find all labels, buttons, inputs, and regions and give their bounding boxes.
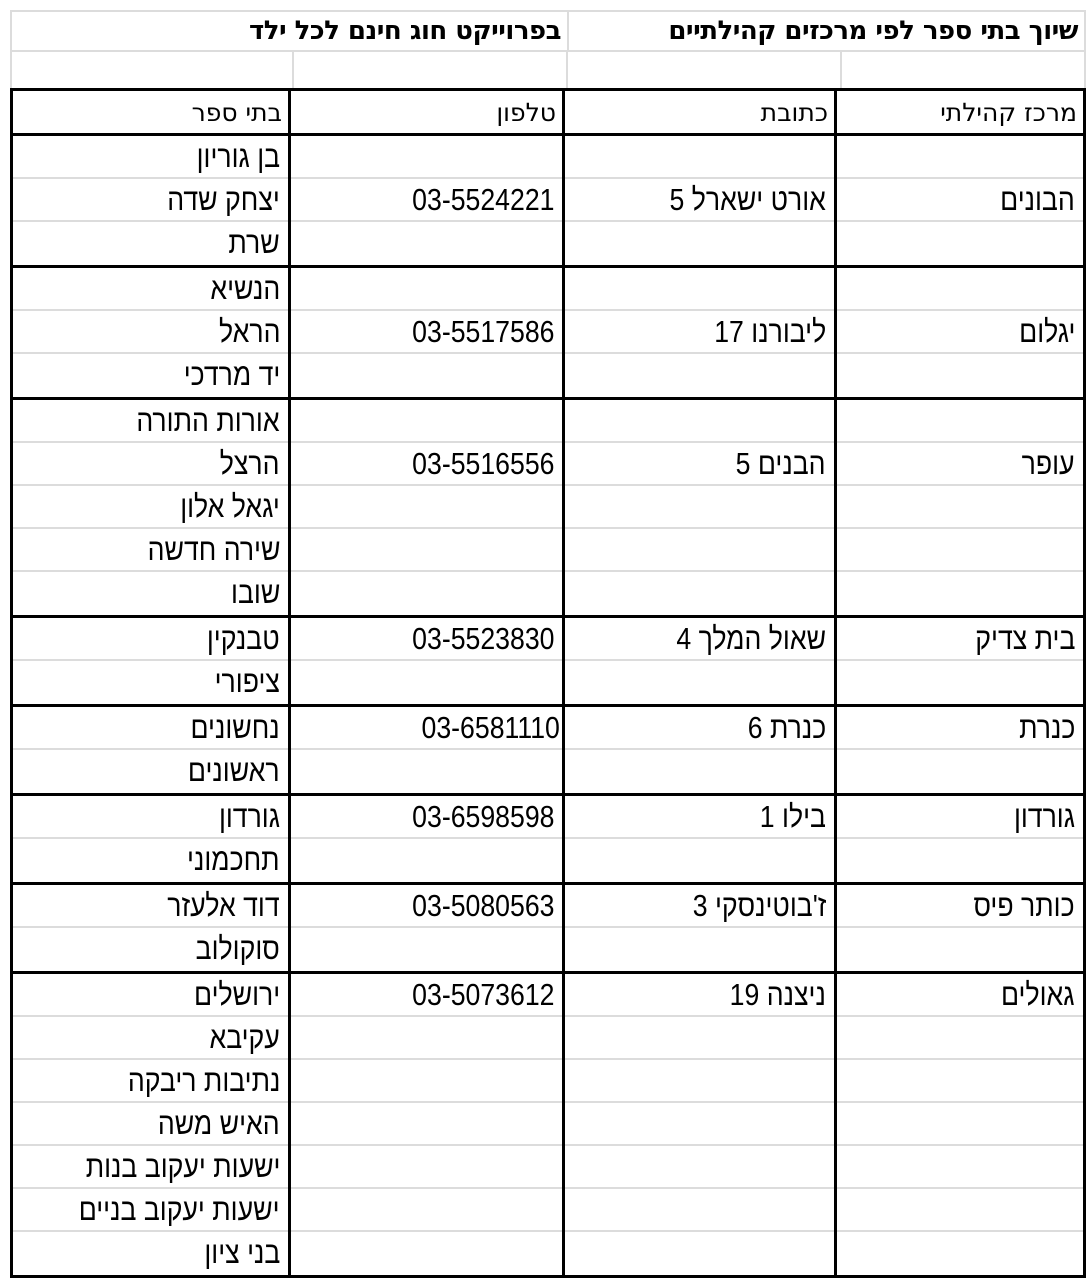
header-label-address: כתובת [760,97,828,127]
school-text: בן גוריון [196,138,280,174]
cell-school[interactable] [13,707,288,750]
column-address [565,268,837,397]
cell-address[interactable] [565,839,834,882]
table-row-group [13,268,1083,400]
cell-address[interactable] [565,974,834,1017]
center-text: כנרת [1018,709,1075,745]
cell-center[interactable] [837,1189,1083,1232]
cell-phone[interactable] [291,796,562,839]
header-row [13,91,1083,136]
cell-school[interactable] [13,311,288,354]
cell-address[interactable] [565,661,834,704]
header-label-center: מרכז קהילתי [940,97,1077,127]
cell-center[interactable] [837,1060,1083,1103]
cell-address[interactable] [565,796,834,839]
school-text: יצחק שדה [167,181,280,217]
cell-phone[interactable] [291,974,562,1017]
cell-school[interactable] [13,1017,288,1060]
cell-center[interactable] [837,222,1083,265]
cell-phone[interactable] [291,885,562,928]
empty-cell[interactable] [566,52,840,88]
column-address [565,618,837,704]
school-text: הנשיא [210,270,280,306]
cell-phone[interactable] [291,1232,562,1275]
cell-phone[interactable] [291,529,562,572]
school-text: ראשונים [188,752,280,788]
header-cell-address[interactable] [565,91,837,133]
cell-school[interactable] [13,443,288,486]
title-text-part2: בפרוייקט חוג חינם לכל ילד [248,16,561,46]
column-phone [291,136,565,265]
cell-center[interactable] [837,1017,1083,1060]
school-text: שירה חדשה [147,531,280,567]
cell-center[interactable] [837,1103,1083,1146]
phone-text: 03-6581110 [421,709,560,745]
column-phone [291,618,565,704]
cell-school[interactable] [13,928,288,971]
address-text: בילו 1 [759,798,826,834]
table-row-group [13,136,1083,268]
school-text: גורדון [218,798,280,834]
phone-text: 03-5523830 [411,620,554,656]
cell-center[interactable] [837,179,1083,222]
title-cell-main[interactable] [567,12,1084,50]
cell-address[interactable] [565,885,834,928]
cell-school[interactable] [13,354,288,397]
column-school [13,796,291,882]
cell-address[interactable] [565,1232,834,1275]
school-text: ישעות יעקוב בנות [85,1148,280,1184]
cell-center[interactable] [837,839,1083,882]
column-phone [291,974,565,1275]
table-row-group [13,618,1083,707]
school-text: יגאל אלון [180,488,280,524]
school-text: ישעות יעקוב בניים [79,1191,280,1227]
phone-text: 03-5516556 [411,445,554,481]
school-text: ציפורי [214,663,280,699]
column-school [13,885,291,971]
address-text: הבנים 5 [736,445,826,481]
column-address [565,136,837,265]
column-center [837,974,1083,1275]
cell-school[interactable] [13,750,288,793]
address-text: שאול המלך 4 [676,620,826,656]
cell-phone[interactable] [291,486,562,529]
address-text: ז'בוטינסקי 3 [692,887,826,923]
cell-phone[interactable] [291,618,562,661]
column-school [13,268,291,397]
center-text: כותר פיס [973,887,1075,923]
cell-school[interactable] [13,1189,288,1232]
column-phone [291,796,565,882]
cell-phone[interactable] [291,928,562,971]
column-address [565,885,837,971]
table-row-group [13,885,1083,974]
school-text: הרצל [220,445,280,481]
center-text: גורדון [1013,798,1075,834]
title-cell-project[interactable] [12,12,567,50]
table-row-group [13,796,1083,885]
cell-address[interactable] [565,268,834,311]
cell-address[interactable] [565,928,834,971]
address-text: כנרת 6 [747,709,826,745]
cell-phone[interactable] [291,179,562,222]
cell-phone[interactable] [291,572,562,615]
cell-address[interactable] [565,311,834,354]
cell-address[interactable] [565,529,834,572]
school-text: בני ציון [204,1234,280,1270]
cell-address[interactable] [565,222,834,265]
school-text: יד מרדכי [183,356,280,392]
cell-center[interactable] [837,1232,1083,1275]
column-center [837,885,1083,971]
school-text: ירושלים [193,976,280,1012]
cell-center[interactable] [837,400,1083,443]
cell-address[interactable] [565,572,834,615]
empty-cell[interactable] [12,52,292,88]
cell-school[interactable] [13,179,288,222]
school-text: נתיבות ריבקה [127,1062,280,1098]
cell-center[interactable] [837,443,1083,486]
column-address [565,400,837,615]
empty-row [10,50,1086,88]
cell-center[interactable] [837,268,1083,311]
column-school [13,400,291,615]
center-text: גאולים [1001,976,1075,1012]
cell-phone[interactable] [291,136,562,179]
cell-school[interactable] [13,136,288,179]
cell-school[interactable] [13,572,288,615]
column-school [13,618,291,704]
cell-phone[interactable] [291,443,562,486]
header-cell-center[interactable] [837,91,1083,133]
title-text-part1: שיוך בתי ספר לפי מרכזים קהילתיים [668,16,1078,46]
empty-cell[interactable] [840,52,1084,88]
column-center [837,796,1083,882]
address-text: ליבורנו 17 [713,313,826,349]
cell-school[interactable] [13,661,288,704]
phone-text: 03-5517586 [411,313,554,349]
cell-school[interactable] [13,486,288,529]
cell-phone[interactable] [291,750,562,793]
cell-center[interactable] [837,618,1083,661]
cell-phone[interactable] [291,1060,562,1103]
cell-phone[interactable] [291,354,562,397]
table-row-group [13,400,1083,618]
address-text: אורט ישארל 5 [669,181,826,217]
cell-center[interactable] [837,885,1083,928]
school-text: שובו [230,574,280,610]
center-text: יגלום [1018,313,1075,349]
school-text: עקיבא [209,1019,280,1055]
cell-phone[interactable] [291,839,562,882]
column-address [565,707,837,793]
cell-phone[interactable] [291,400,562,443]
cell-school[interactable] [13,618,288,661]
cell-school[interactable] [13,1146,288,1189]
column-center [837,707,1083,793]
cell-address[interactable] [565,750,834,793]
column-phone [291,268,565,397]
cell-center[interactable] [837,750,1083,793]
cell-school[interactable] [13,839,288,882]
column-address [565,796,837,882]
column-center [837,400,1083,615]
cell-center[interactable] [837,707,1083,750]
cell-school[interactable] [13,268,288,311]
column-phone [291,707,565,793]
empty-cell[interactable] [292,52,566,88]
cell-center[interactable] [837,354,1083,397]
column-school [13,136,291,265]
cell-school[interactable] [13,1232,288,1275]
cell-address[interactable] [565,707,834,750]
cell-phone[interactable] [291,1017,562,1060]
phone-text: 03-5080563 [411,887,554,923]
cell-center[interactable] [837,572,1083,615]
header-label-schools: בתי ספר [191,97,282,127]
table-row-group [13,974,1083,1275]
cell-phone[interactable] [291,1189,562,1232]
header-label-phone: טלפון [496,97,556,127]
header-cell-phone[interactable] [291,91,565,133]
cell-center[interactable] [837,136,1083,179]
cell-school[interactable] [13,529,288,572]
cell-center[interactable] [837,529,1083,572]
column-school [13,707,291,793]
cell-center[interactable] [837,1146,1083,1189]
column-school [13,974,291,1275]
cell-phone[interactable] [291,661,562,704]
cell-address[interactable] [565,1103,834,1146]
community-centers-table [10,88,1086,1278]
school-text: טבנקין [207,620,280,656]
phone-text: 03-6598598 [411,798,554,834]
cell-address[interactable] [565,354,834,397]
cell-phone[interactable] [291,268,562,311]
cell-school[interactable] [13,222,288,265]
cell-phone[interactable] [291,222,562,265]
cell-phone[interactable] [291,707,562,750]
column-center [837,618,1083,704]
cell-center[interactable] [837,928,1083,971]
cell-center[interactable] [837,661,1083,704]
school-text: שרת [228,224,280,260]
phone-text: 03-5073612 [411,976,554,1012]
school-text: האיש משה [158,1105,280,1141]
column-phone [291,885,565,971]
center-text: הבונים [1000,181,1075,217]
cell-center[interactable] [837,974,1083,1017]
spreadsheet [10,10,1086,1278]
school-text: נחשונים [190,709,280,745]
school-text: אורות התורה [136,402,280,438]
column-address [565,974,837,1275]
cell-address[interactable] [565,400,834,443]
cell-address[interactable] [565,1017,834,1060]
cell-school[interactable] [13,796,288,839]
title-row [10,10,1086,50]
cell-center[interactable] [837,311,1083,354]
cell-school[interactable] [13,1060,288,1103]
cell-address[interactable] [565,486,834,529]
school-text: תחכמוני [187,841,280,877]
center-text: עופר [1022,445,1075,481]
column-phone [291,400,565,615]
cell-address[interactable] [565,1146,834,1189]
cell-school[interactable] [13,974,288,1017]
table-row-group [13,707,1083,796]
cell-address[interactable] [565,1189,834,1232]
phone-text: 03-5524221 [411,181,554,217]
column-center [837,136,1083,265]
cell-school[interactable] [13,400,288,443]
cell-phone[interactable] [291,1103,562,1146]
cell-address[interactable] [565,136,834,179]
school-text: סוקולוב [195,930,280,966]
school-text: הראל [218,313,280,349]
address-text: ניצנה 19 [729,976,826,1012]
cell-address[interactable] [565,618,834,661]
cell-address[interactable] [565,443,834,486]
center-text: בית צדיק [974,620,1075,656]
cell-center[interactable] [837,796,1083,839]
cell-school[interactable] [13,1103,288,1146]
cell-phone[interactable] [291,311,562,354]
cell-center[interactable] [837,486,1083,529]
header-cell-schools[interactable] [13,91,291,133]
cell-address[interactable] [565,179,834,222]
school-text: דוד אלעזר [167,887,280,923]
column-center [837,268,1083,397]
cell-school[interactable] [13,885,288,928]
cell-phone[interactable] [291,1146,562,1189]
cell-address[interactable] [565,1060,834,1103]
